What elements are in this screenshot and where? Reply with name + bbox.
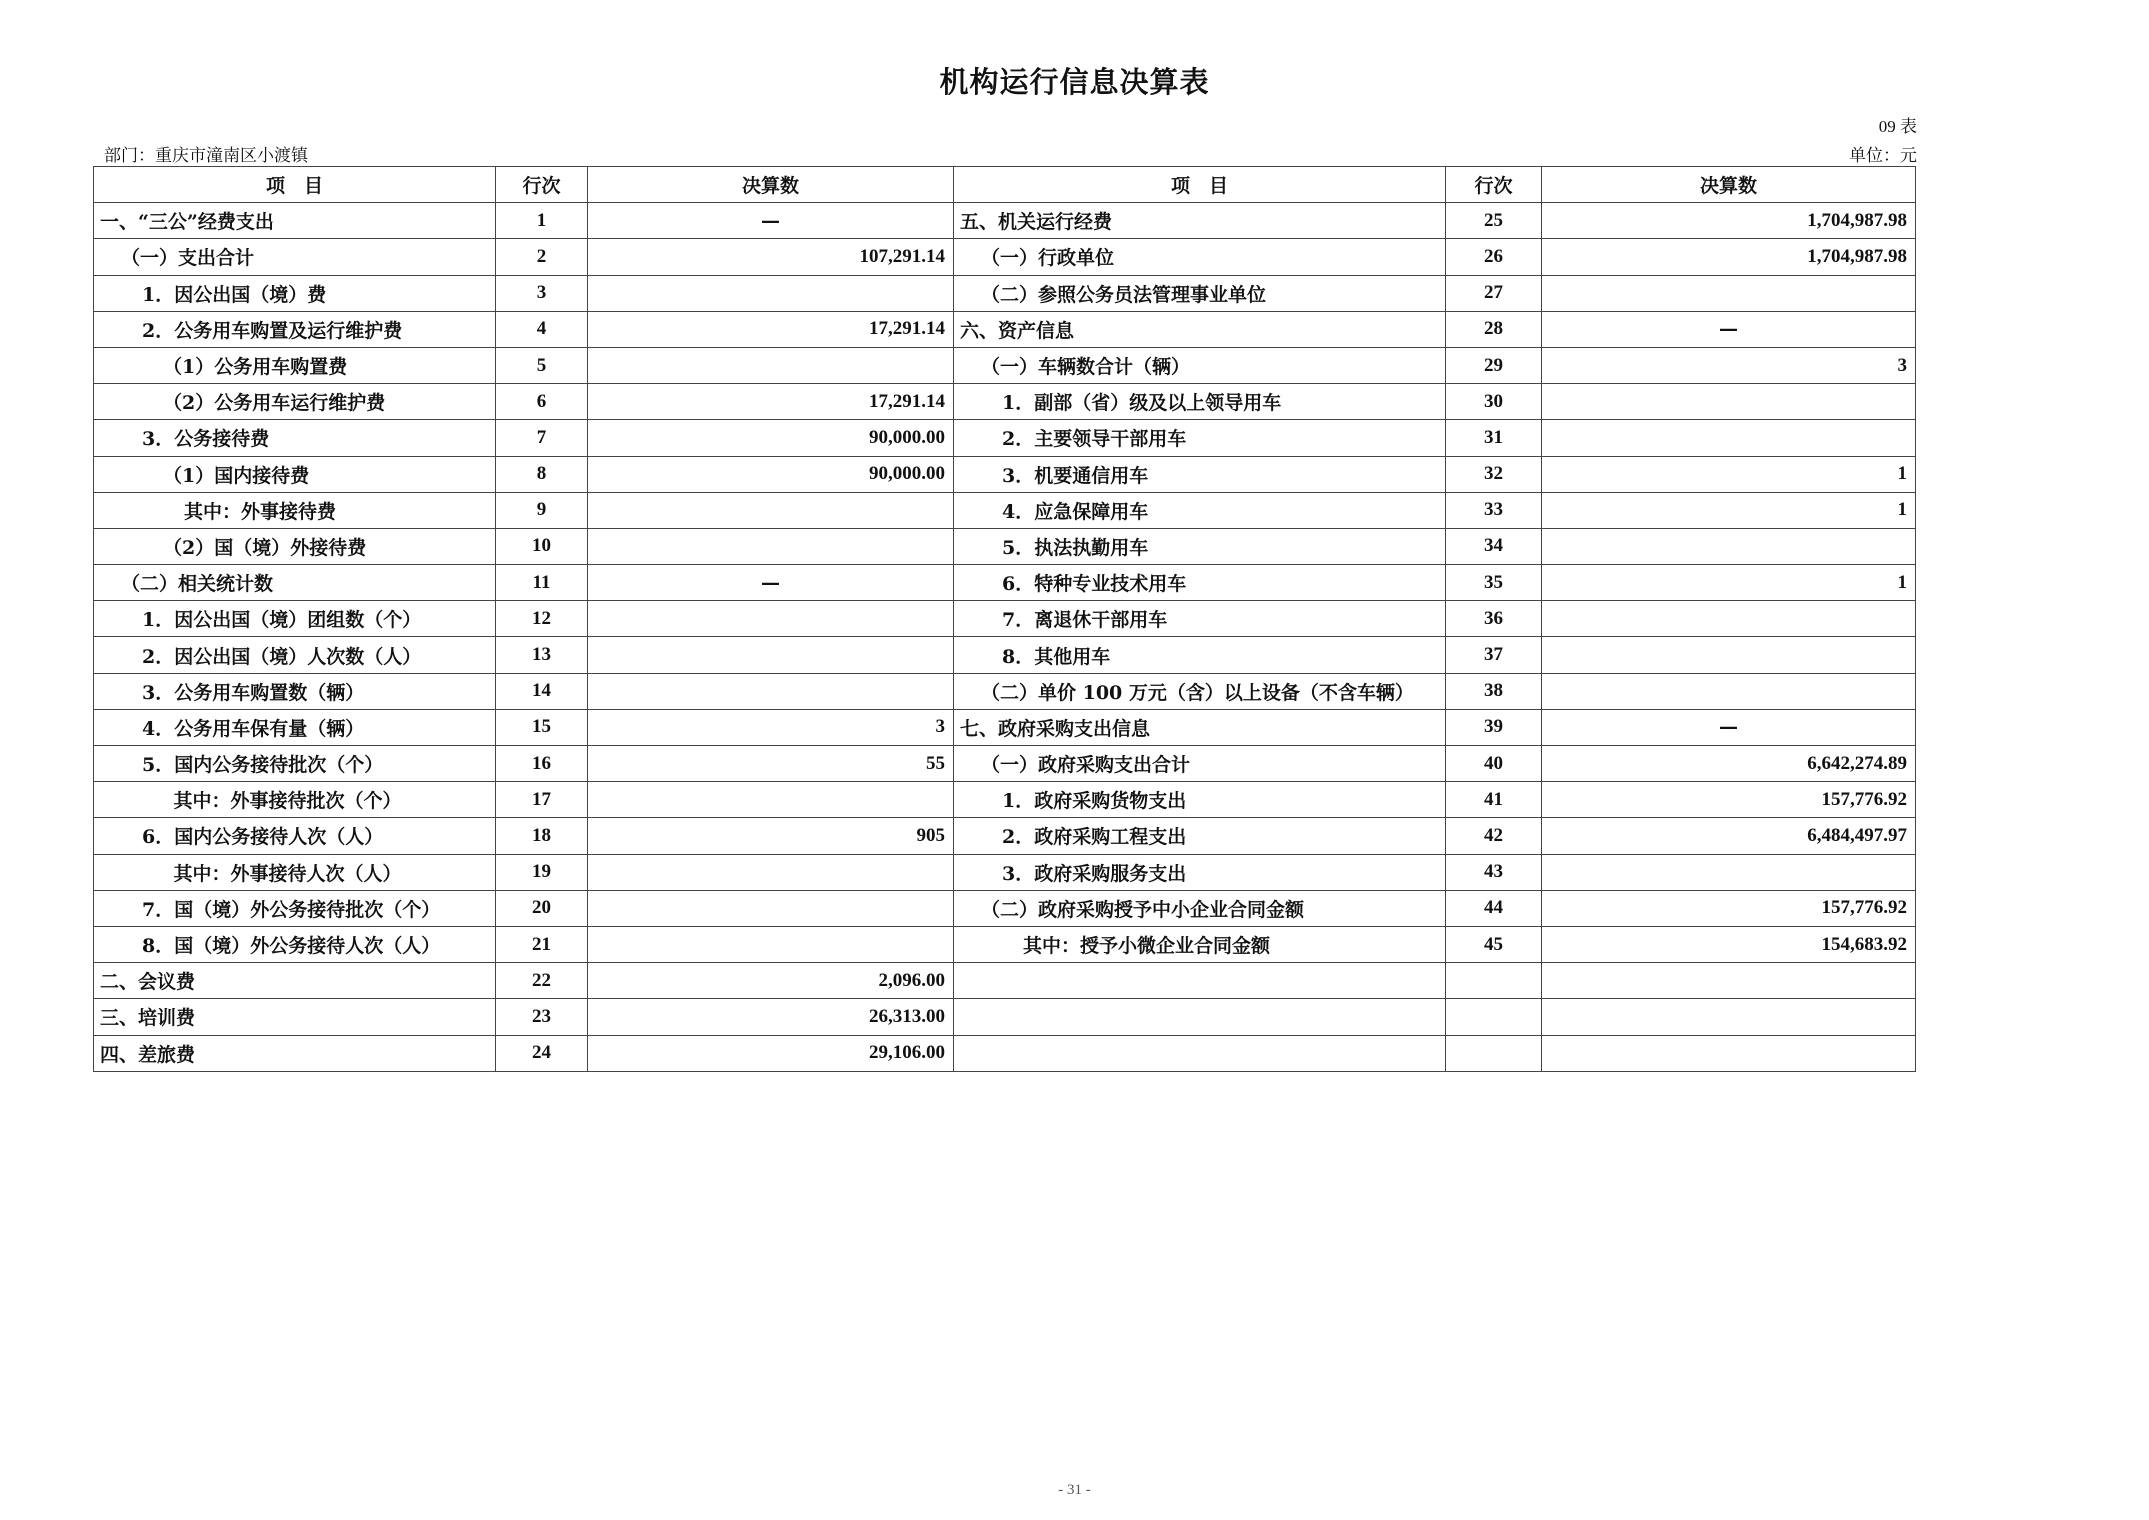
left-seq-cell: 24 [496, 1035, 588, 1071]
right-amount-cell [1542, 963, 1916, 999]
header-item-left: 项 目 [94, 167, 496, 203]
right-seq-cell: 37 [1446, 637, 1542, 673]
table-row [94, 565, 1916, 601]
left-item-cell: （2）公务用车运行维护费 [94, 384, 496, 420]
left-amount-cell [588, 492, 954, 528]
settlement-table [93, 166, 1916, 1072]
left-item-cell: 二、会议费 [94, 963, 496, 999]
right-seq-cell: 43 [1446, 854, 1542, 890]
left-seq-cell: 7 [496, 420, 588, 456]
left-seq-cell: 1 [496, 203, 588, 239]
left-item-cell: （2）国（境）外接待费 [94, 528, 496, 564]
document-title: 机构运行信息决算表 [939, 65, 1210, 99]
left-amount-cell: — [588, 565, 954, 601]
table-row [94, 239, 1916, 275]
left-amount-cell: 905 [588, 818, 954, 854]
left-item-cell: 一、“三公”经费支出 [94, 203, 496, 239]
header-item-right: 项 目 [954, 167, 1446, 203]
table-row [94, 420, 1916, 456]
right-seq-cell: 40 [1446, 746, 1542, 782]
right-amount-cell [1542, 999, 1916, 1035]
right-seq-cell: 28 [1446, 311, 1542, 347]
header-amount-right: 决算数 [1542, 167, 1916, 203]
right-seq-cell: 34 [1446, 528, 1542, 564]
right-amount-cell [1542, 601, 1916, 637]
left-amount-cell [588, 637, 954, 673]
right-seq-cell: 35 [1446, 565, 1542, 601]
left-item-cell: 2．公务用车购置及运行维护费 [94, 311, 496, 347]
right-seq-cell [1446, 999, 1542, 1035]
right-item-cell: 2．主要领导干部用车 [954, 420, 1446, 456]
right-item-cell: 六、资产信息 [954, 311, 1446, 347]
table-row [94, 673, 1916, 709]
left-seq-cell: 20 [496, 890, 588, 926]
form-number: 09 表 [1878, 117, 1917, 136]
right-seq-cell: 29 [1446, 347, 1542, 383]
table-header-row [94, 167, 1916, 203]
right-item-cell: 7．离退休干部用车 [954, 601, 1446, 637]
right-amount-cell [1542, 673, 1916, 709]
left-amount-cell: 107,291.14 [588, 239, 954, 275]
table-row [94, 601, 1916, 637]
right-item-cell: 8．其他用车 [954, 637, 1446, 673]
left-item-cell: （一）支出合计 [94, 239, 496, 275]
left-seq-cell: 23 [496, 999, 588, 1035]
header-seq-left: 行次 [496, 167, 588, 203]
right-seq-cell: 42 [1446, 818, 1542, 854]
right-item-cell: 七、政府采购支出信息 [954, 709, 1446, 745]
right-item-cell: （一）行政单位 [954, 239, 1446, 275]
right-seq-cell: 45 [1446, 926, 1542, 962]
unit-label: 单位：元 [1849, 146, 1917, 165]
left-item-cell: 7．国（境）外公务接待批次（个） [94, 890, 496, 926]
right-item-cell: 1．政府采购货物支出 [954, 782, 1446, 818]
left-seq-cell: 10 [496, 528, 588, 564]
right-seq-cell [1446, 1035, 1542, 1071]
left-item-cell: 5．国内公务接待批次（个） [94, 746, 496, 782]
left-amount-cell: 17,291.14 [588, 384, 954, 420]
header-amount-left: 决算数 [588, 167, 954, 203]
right-item-cell [954, 1035, 1446, 1071]
right-amount-cell: 1 [1542, 456, 1916, 492]
left-seq-cell: 4 [496, 311, 588, 347]
left-item-cell: （1）国内接待费 [94, 456, 496, 492]
department-label: 部门：重庆市潼南区小渡镇 [104, 146, 308, 165]
right-amount-cell [1542, 528, 1916, 564]
right-item-cell: 3．政府采购服务支出 [954, 854, 1446, 890]
left-amount-cell: 2,096.00 [588, 963, 954, 999]
table-row [94, 854, 1916, 890]
left-item-cell: 4．公务用车保有量（辆） [94, 709, 496, 745]
right-amount-cell: 6,642,274.89 [1542, 746, 1916, 782]
table-row [94, 1035, 1916, 1071]
left-amount-cell: 17,291.14 [588, 311, 954, 347]
page-number: - 31 - [1058, 1482, 1091, 1498]
left-seq-cell: 15 [496, 709, 588, 745]
left-item-cell: 1．因公出国（境）费 [94, 275, 496, 311]
right-amount-cell: 1 [1542, 492, 1916, 528]
left-item-cell: 8．国（境）外公务接待人次（人） [94, 926, 496, 962]
right-amount-cell: 3 [1542, 347, 1916, 383]
right-seq-cell: 39 [1446, 709, 1542, 745]
left-seq-cell: 22 [496, 963, 588, 999]
right-amount-cell: 157,776.92 [1542, 890, 1916, 926]
right-item-cell: （一）政府采购支出合计 [954, 746, 1446, 782]
left-item-cell: 四、差旅费 [94, 1035, 496, 1071]
right-amount-cell: 1 [1542, 565, 1916, 601]
left-amount-cell: 3 [588, 709, 954, 745]
table-row [94, 275, 1916, 311]
left-seq-cell: 21 [496, 926, 588, 962]
table-row [94, 637, 1916, 673]
left-item-cell: 其中：外事接待费 [94, 492, 496, 528]
right-amount-cell: — [1542, 311, 1916, 347]
right-seq-cell: 26 [1446, 239, 1542, 275]
left-seq-cell: 9 [496, 492, 588, 528]
left-amount-cell [588, 926, 954, 962]
left-item-cell: （1）公务用车购置费 [94, 347, 496, 383]
left-seq-cell: 12 [496, 601, 588, 637]
right-item-cell: （二）政府采购授予中小企业合同金额 [954, 890, 1446, 926]
left-seq-cell: 17 [496, 782, 588, 818]
right-item-cell: 1．副部（省）级及以上领导用车 [954, 384, 1446, 420]
right-amount-cell: 157,776.92 [1542, 782, 1916, 818]
right-item-cell: 5．执法执勤用车 [954, 528, 1446, 564]
right-item-cell: （一）车辆数合计（辆） [954, 347, 1446, 383]
right-item-cell: 3．机要通信用车 [954, 456, 1446, 492]
left-amount-cell: 90,000.00 [588, 420, 954, 456]
right-seq-cell: 25 [1446, 203, 1542, 239]
table-row [94, 492, 1916, 528]
left-amount-cell: 26,313.00 [588, 999, 954, 1035]
right-amount-cell: 1,704,987.98 [1542, 239, 1916, 275]
left-item-cell: 3．公务接待费 [94, 420, 496, 456]
right-seq-cell: 36 [1446, 601, 1542, 637]
right-amount-cell [1542, 637, 1916, 673]
right-amount-cell: 6,484,497.97 [1542, 818, 1916, 854]
table-row [94, 890, 1916, 926]
header-seq-right: 行次 [1446, 167, 1542, 203]
left-item-cell: 其中：外事接待人次（人） [94, 854, 496, 890]
left-seq-cell: 6 [496, 384, 588, 420]
right-item-cell [954, 999, 1446, 1035]
right-item-cell: （二）参照公务员法管理事业单位 [954, 275, 1446, 311]
right-seq-cell: 38 [1446, 673, 1542, 709]
left-amount-cell [588, 673, 954, 709]
right-item-cell: 2．政府采购工程支出 [954, 818, 1446, 854]
left-seq-cell: 3 [496, 275, 588, 311]
left-amount-cell [588, 528, 954, 564]
right-seq-cell [1446, 963, 1542, 999]
left-seq-cell: 18 [496, 818, 588, 854]
right-seq-cell: 33 [1446, 492, 1542, 528]
left-item-cell: 6．国内公务接待人次（人） [94, 818, 496, 854]
left-item-cell: 1．因公出国（境）团组数（个） [94, 601, 496, 637]
left-amount-cell [588, 890, 954, 926]
left-amount-cell [588, 601, 954, 637]
right-amount-cell [1542, 420, 1916, 456]
table-row [94, 782, 1916, 818]
left-amount-cell [588, 275, 954, 311]
left-item-cell: 其中：外事接待批次（个） [94, 782, 496, 818]
right-seq-cell: 41 [1446, 782, 1542, 818]
right-seq-cell: 27 [1446, 275, 1542, 311]
left-item-cell: 3．公务用车购置数（辆） [94, 673, 496, 709]
table-row [94, 926, 1916, 962]
right-seq-cell: 30 [1446, 384, 1542, 420]
right-seq-cell: 31 [1446, 420, 1542, 456]
right-item-cell: 五、机关运行经费 [954, 203, 1446, 239]
table-row [94, 347, 1916, 383]
right-item-cell: （二）单价 100 万元（含）以上设备（不含车辆） [954, 673, 1446, 709]
left-item-cell: 三、培训费 [94, 999, 496, 1035]
left-item-cell: （二）相关统计数 [94, 565, 496, 601]
left-amount-cell: 55 [588, 746, 954, 782]
left-amount-cell: — [588, 203, 954, 239]
right-amount-cell [1542, 1035, 1916, 1071]
table-row [94, 963, 1916, 999]
right-item-cell: 6．特种专业技术用车 [954, 565, 1446, 601]
right-item-cell: 4．应急保障用车 [954, 492, 1446, 528]
left-item-cell: 2．因公出国（境）人次数（人） [94, 637, 496, 673]
table-row [94, 311, 1916, 347]
table-row [94, 203, 1916, 239]
right-amount-cell: 154,683.92 [1542, 926, 1916, 962]
left-seq-cell: 8 [496, 456, 588, 492]
right-amount-cell: 1,704,987.98 [1542, 203, 1916, 239]
table-row [94, 746, 1916, 782]
table-row [94, 384, 1916, 420]
right-seq-cell: 44 [1446, 890, 1542, 926]
table-body [94, 203, 1916, 1072]
left-amount-cell [588, 782, 954, 818]
table-row [94, 456, 1916, 492]
left-amount-cell [588, 347, 954, 383]
table-row [94, 818, 1916, 854]
left-seq-cell: 13 [496, 637, 588, 673]
right-amount-cell [1542, 275, 1916, 311]
right-item-cell: 其中：授予小微企业合同金额 [954, 926, 1446, 962]
left-seq-cell: 19 [496, 854, 588, 890]
right-amount-cell [1542, 854, 1916, 890]
left-seq-cell: 11 [496, 565, 588, 601]
right-seq-cell: 32 [1446, 456, 1542, 492]
table-row [94, 709, 1916, 745]
right-item-cell [954, 963, 1446, 999]
left-seq-cell: 16 [496, 746, 588, 782]
table-row [94, 528, 1916, 564]
right-amount-cell [1542, 384, 1916, 420]
right-amount-cell: — [1542, 709, 1916, 745]
left-seq-cell: 2 [496, 239, 588, 275]
left-seq-cell: 5 [496, 347, 588, 383]
left-amount-cell [588, 854, 954, 890]
left-amount-cell: 29,106.00 [588, 1035, 954, 1071]
table-row [94, 999, 1916, 1035]
left-seq-cell: 14 [496, 673, 588, 709]
left-amount-cell: 90,000.00 [588, 456, 954, 492]
